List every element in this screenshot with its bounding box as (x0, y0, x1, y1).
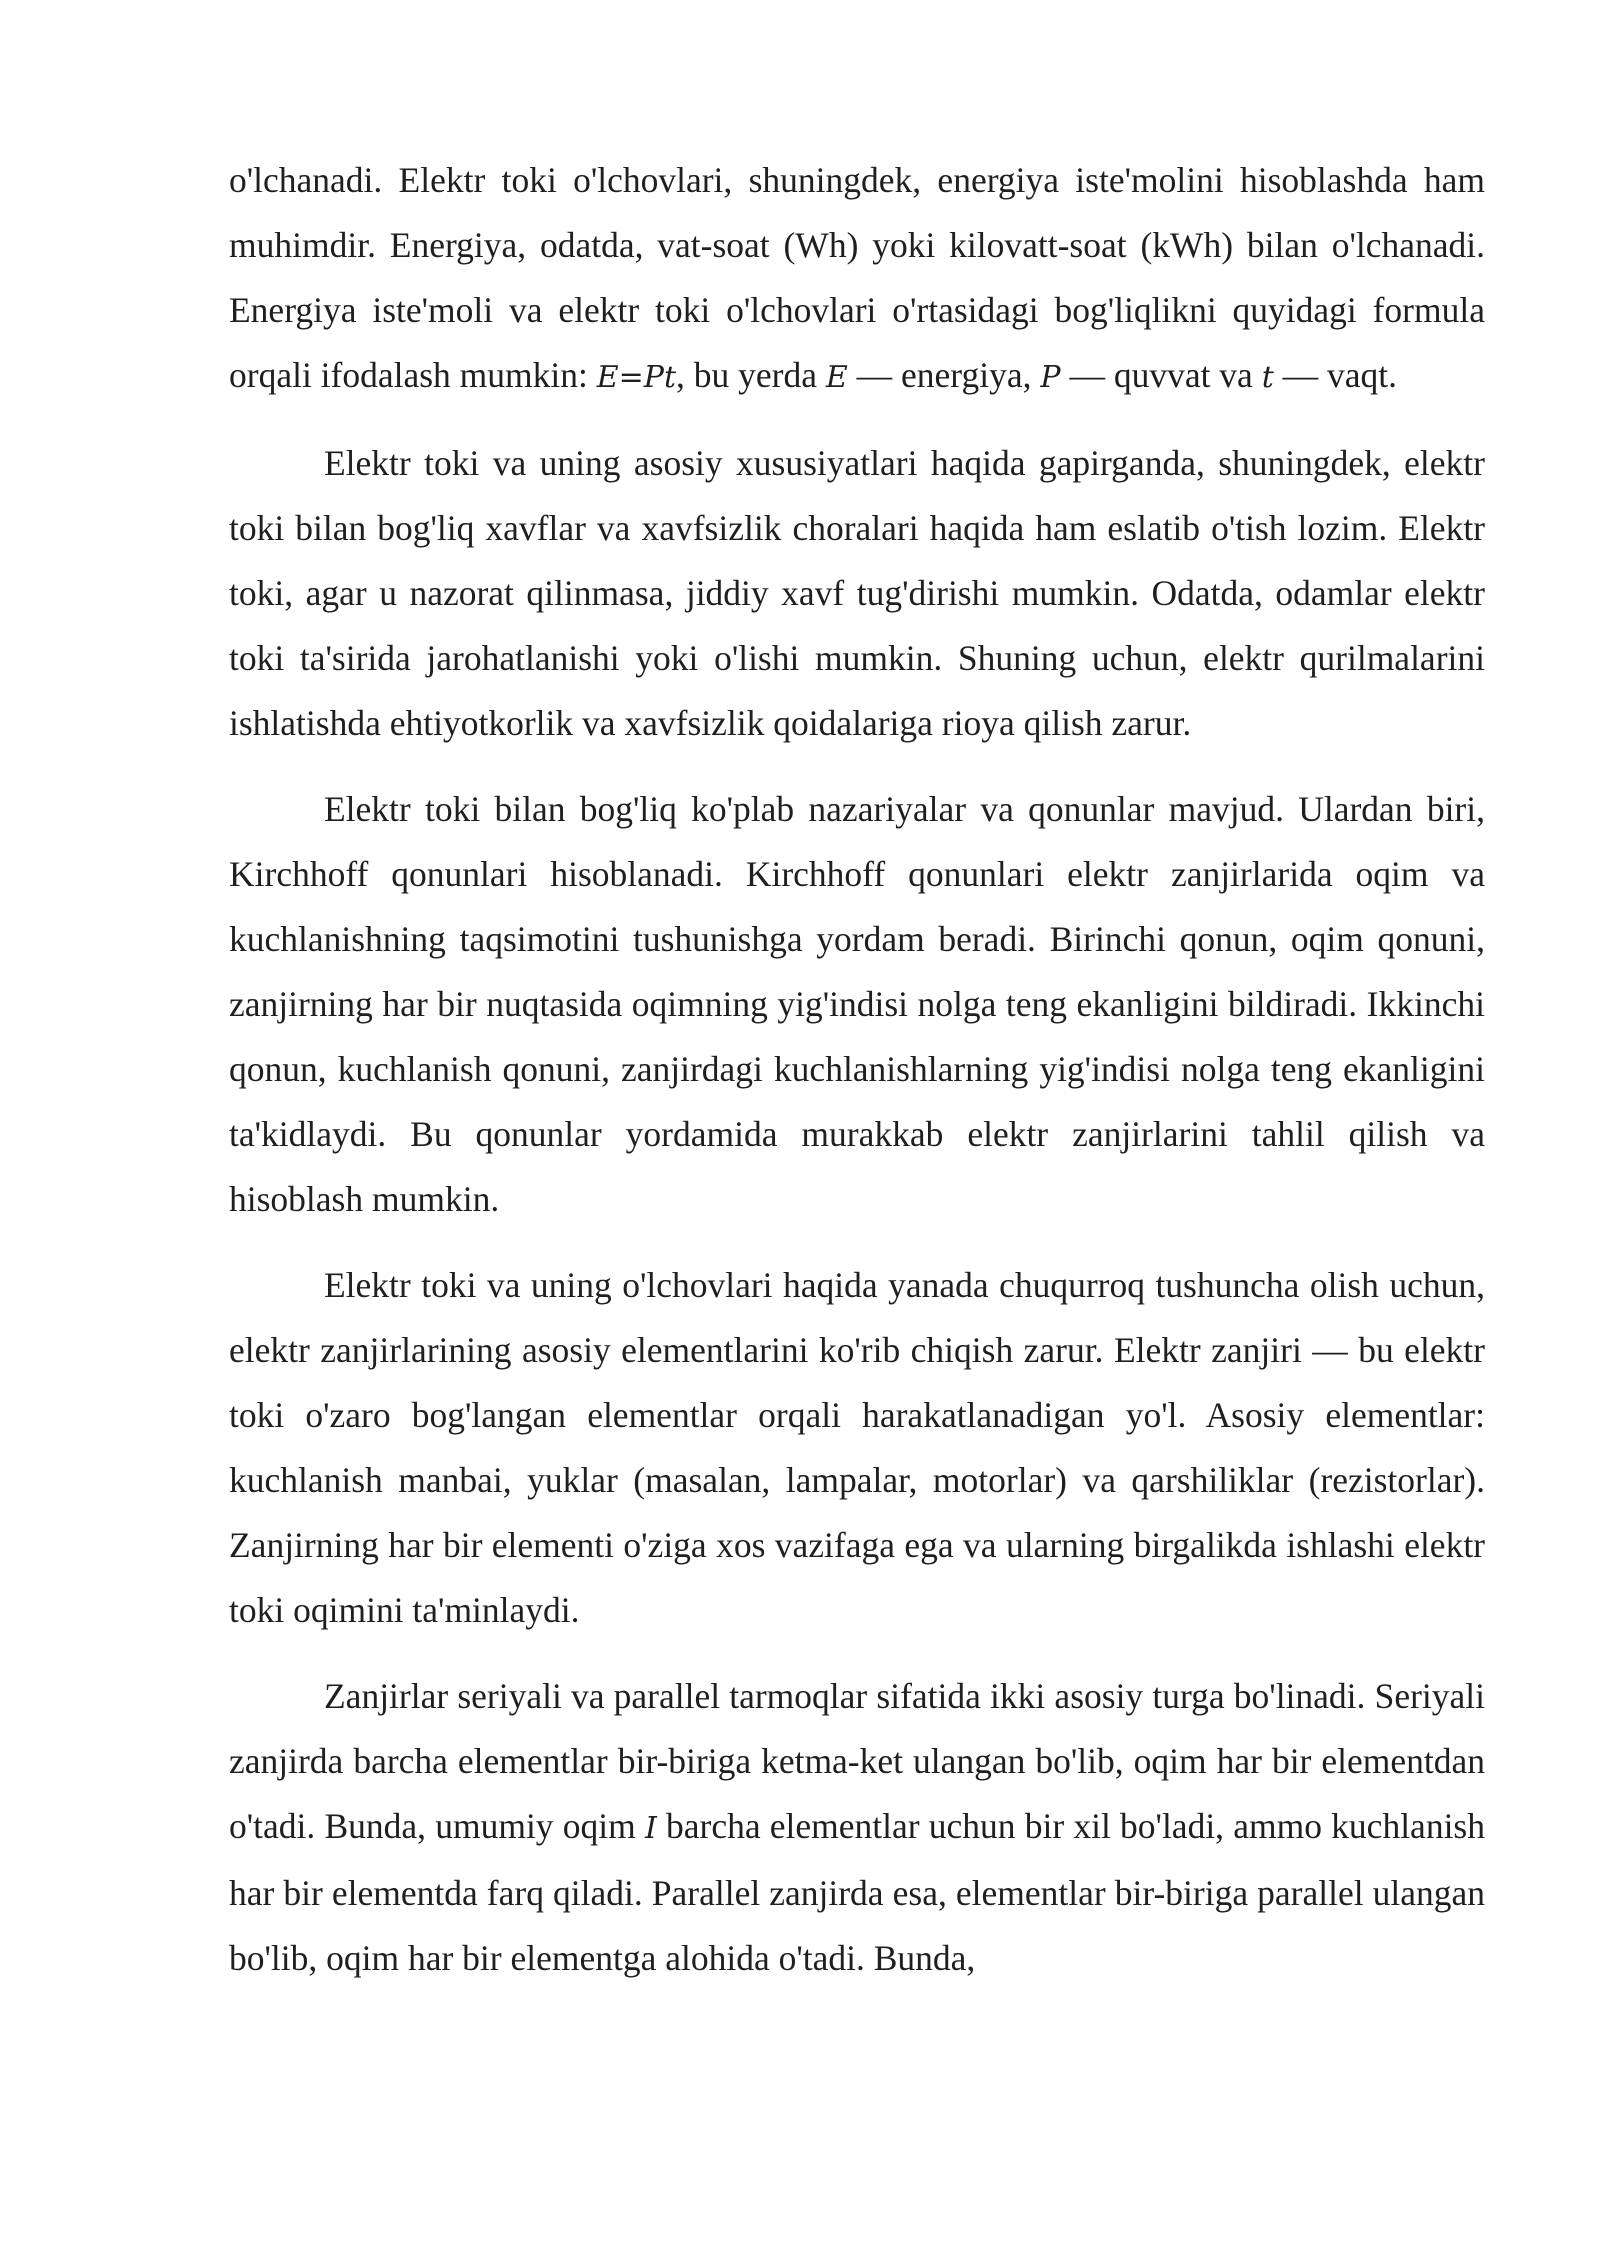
math-symbol: E=Pt (596, 360, 677, 395)
paragraph-2 (229, 431, 1485, 756)
math-symbol: I (644, 1811, 657, 1846)
math-symbol: t (1261, 360, 1274, 395)
paragraph-5 (229, 1664, 1485, 1991)
paragraph-4 (229, 1253, 1485, 1643)
math-symbol: E (825, 360, 848, 395)
paragraph-1 (229, 148, 1485, 410)
text-run: Elektr toki va uning o'lchovlari haqida yanada chuqurroq tushuncha olish uchun, elektr zanjirlarining asosiy elementlarini ko'rib chiqish zarur. Elektr zanjiri — bu elektr toki o'zaro bog'langan elementlar orqali harakatlanadigan yo'l. Asosiy elementlar: kuchlanish manbai, yuklar (masalan, lampalar, motorlar) va qarshiliklar (rezistorlar). Zanjirning har bir elementi o'ziga xos vazifaga ega va ularning birgalikda ishlashi elektr toki oqimini ta'minlaydi. (229, 1265, 1485, 1630)
text-run: , bu yerda (676, 355, 826, 395)
text-run: — vaqt. (1273, 355, 1398, 395)
text-run: Elektr toki va uning asosiy xususiyatlari haqida gapirganda, shuningdek, elektr toki bilan bog'liq xavflar va xavfsizlik choralari haqida ham eslatib o'tish lozim. Elektr toki, agar u nazorat qilinmasa, jiddiy xavf tug'dirishi mumkin. Odatda, odamlar elektr toki ta'sirida jarohatlanishi yoki o'lishi mumkin. Shuning uchun, elektr qurilmalarini ishlatishda ehtiyotkorlik va xavfsizlik qoidalariga rioya qilish zarur. (229, 443, 1485, 743)
document-body (229, 148, 1485, 1991)
text-run: — quvvat va (1060, 355, 1262, 395)
paragraph-3 (229, 777, 1485, 1232)
text-run: barcha elementlar uchun bir xil bo'ladi, ammo kuchlanish har bir elementda farq qiladi. Parallel zanjirda esa, elementlar bir-biriga parallel ulangan bo'lib, oqim har bir elementga alohida o'tadi. Bunda, (229, 1806, 1485, 1978)
text-run: — energiya, (847, 355, 1041, 395)
text-run: Zanjirlar seriyali va parallel tarmoqlar sifatida ikki asosiy turga bo'linadi. Seriyali zanjirda barcha elementlar bir-biriga ketma-ket ulangan bo'lib, oqim har bir elementdan o'tadi. Bunda, umumiy oqim (229, 1676, 1485, 1846)
math-symbol: P (1040, 360, 1061, 395)
text-run: Elektr toki bilan bog'liq ko'plab nazariyalar va qonunlar mavjud. Ulardan biri, Kirchhoff qonunlari hisoblanadi. Kirchhoff qonunlari elektr zanjirlarida oqim va kuchlanishning taqsimotini tushunishga yordam beradi. Birinchi qonun, oqim qonuni, zanjirning har bir nuqtasida oqimning yig'indisi nolga teng ekanligini bildiradi. Ikkinchi qonun, kuchlanish qonuni, zanjirdagi kuchlanishlarning yig'indisi nolga teng ekanligini ta'kidlaydi. Bu qonunlar yordamida murakkab elektr zanjirlarini tahlil qilish va hisoblash mumkin. (229, 789, 1485, 1219)
text-run: o'lchanadi. Elektr toki o'lchovlari, shuningdek, energiya iste'molini hisoblashda ham muhimdir. Energiya, odatda, vat-soat (Wh) yoki kilovatt-soat (kWh) bilan o'lchanadi. Energiya iste'moli va elektr toki o'lchovlari o'rtasidagi bog'liqlikni quyidagi formula orqali ifodalash mumkin: (229, 160, 1485, 395)
